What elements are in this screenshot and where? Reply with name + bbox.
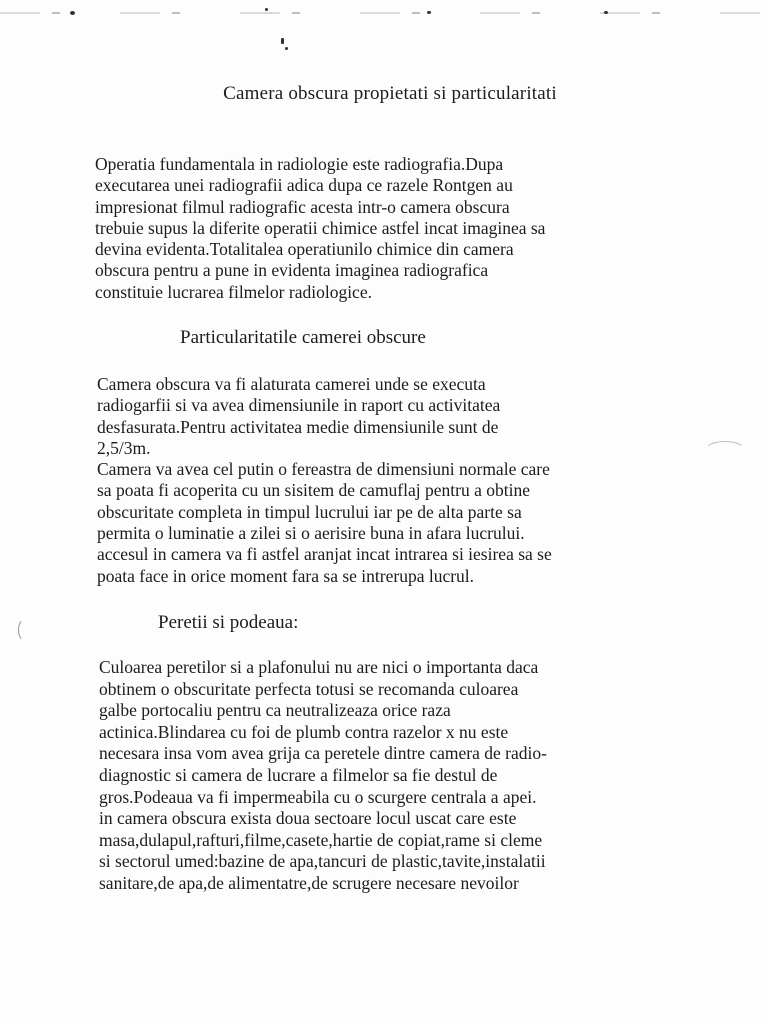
text-line: obscuritate completa in timpul lucrului iar pe de alta parte sa (97, 501, 522, 522)
text-line: diagnostic si camera de lucrare a filmelor sa fie destul de (99, 764, 498, 785)
text-line: necesara insa vom avea grija ca peretele dintre camera de radio- (99, 743, 547, 764)
text-line: radiogarfii si va avea dimensiunile in raport cu activitatea (97, 395, 501, 416)
text-line: desfasurata.Pentru activitatea medie dimensiunile sunt de (97, 416, 499, 437)
scan-edge-artifact (0, 12, 768, 14)
text-line: executarea unei radiografii adica dupa ce razele Rontgen au (95, 175, 513, 196)
intro-paragraph (95, 154, 545, 303)
peretii-paragraph (99, 657, 547, 895)
text-line: permita o luminatie a zilei si o aerisire buna in afara lucrului. (97, 523, 525, 544)
scan-arc-mark (704, 441, 746, 461)
document-title: Camera obscura propietati si particularitati (223, 83, 557, 104)
text-line: in camera obscura exista doua sectoare locul uscat care este (99, 808, 517, 829)
text-line: masa,dulapul,rafturi,filme,casete,hartie de copiat,rame si cleme (99, 829, 543, 850)
particularitati-paragraph (97, 374, 552, 587)
section-heading-particularitati: Particularitatile camerei obscure (180, 327, 426, 348)
text-line: si sectorul umed:bazine de apa,tancuri de plastic,tavite,instalatii (99, 851, 546, 872)
text-line: Camera obscura va fi alaturata camerei unde se executa (97, 374, 486, 394)
scan-speck (427, 11, 431, 14)
text-line: galbe portocaliu pentru ca neutralizeaza orice raza (99, 700, 451, 721)
scan-speck (285, 47, 288, 50)
text-line: Operatia fundamentala in radiologie este radiografia.Dupa (95, 154, 504, 174)
text-line: sa poata fi acoperita cu un sisitem de camuflaj pentru a obtine (97, 480, 530, 501)
text-line: devina evidenta.Totalitalea operatiunilo chimice din camera (95, 239, 514, 260)
text-line: sanitare,de apa,de alimentatre,de scrugere necesare nevoilor (99, 872, 519, 893)
text-line: poata face in orice moment fara sa se intrerupa lucrul. (97, 565, 475, 586)
scan-speck (281, 38, 284, 44)
text-line: Camera va avea cel putin o fereastra de dimensiuni normale care (97, 459, 550, 480)
text-line: obtinem o obscuritate perfecta totusi se recomanda culoarea (99, 678, 519, 699)
section-heading-peretii: Peretii si podeaua: (158, 612, 299, 633)
text-line: obscura pentru a pune in evidenta imaginea radiografica (95, 260, 489, 281)
text-line: constituie lucrarea filmelor radiologice. (95, 281, 372, 302)
text-line: impresionat filmul radiografic acesta intr-o camera obscura (95, 196, 510, 217)
text-line: trebuie supus la diferite operatii chimice astfel incat imaginea sa (95, 217, 546, 238)
scan-speck (265, 8, 268, 11)
text-line: Culoarea peretilor si a plafonului nu are nici o importanta daca (99, 657, 539, 677)
text-line: gros.Podeaua va fi impermeabila cu o scurgere centrala a apei. (99, 786, 537, 807)
scan-speck (604, 11, 608, 14)
text-line: accesul in camera va fi astfel aranjat incat intrarea si iesirea sa se (97, 544, 552, 565)
scan-speck (70, 11, 75, 15)
scan-arc-mark (18, 618, 34, 642)
text-line: actinica.Blindarea cu foi de plumb contra razelor x nu este (99, 721, 509, 742)
text-line: 2,5/3m. (97, 437, 151, 458)
